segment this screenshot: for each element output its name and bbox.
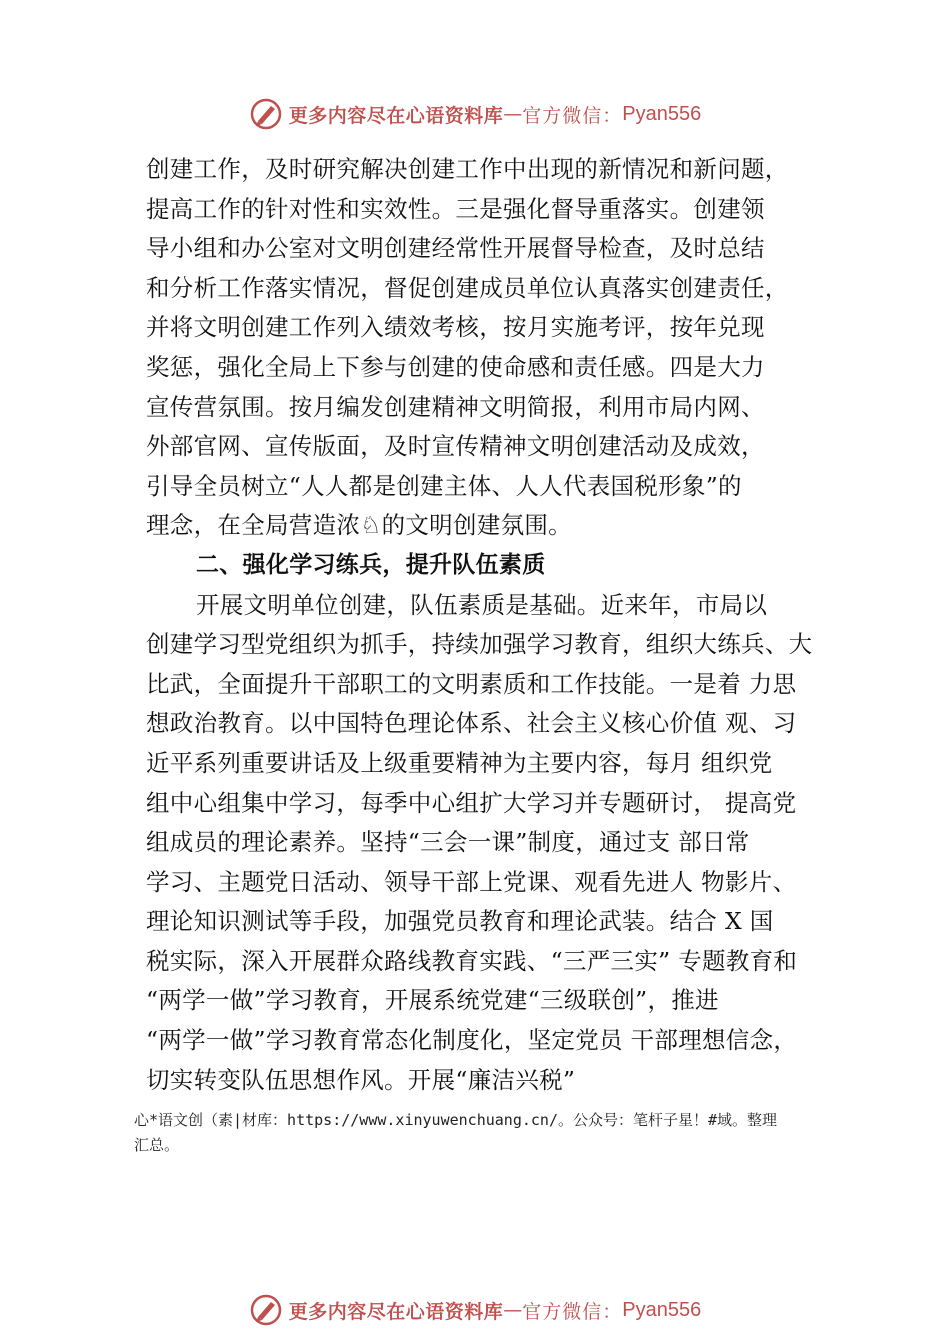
text-line: 引导全员树立“人人都是创建主体、人人代表国税形象”的: [146, 471, 742, 500]
section-heading: 二、强化学习练兵，提升队伍素质: [196, 551, 546, 578]
banner-site-text: 更多内容尽在心语资料库: [288, 1300, 504, 1323]
text-line: 宣传营氛围。按月编发创建精神文明简报，利用市局内网、: [146, 392, 765, 421]
header-watermark-banner: [0, 94, 950, 134]
text-line: 提高工作的针对性和实效性。三是强化督导重落实。创建领: [146, 194, 765, 223]
text-line: “两学一做”学习教育，开展系统党建“三级联创”，推进: [146, 986, 719, 1015]
text-line: 和分析工作落实情况，督促创建成员单位认真落实创建责任，: [146, 273, 789, 302]
document-body: [146, 150, 836, 1100]
text-line: 奖惩，强化全局上下参与创建的使命感和责任感。四是大力: [146, 352, 765, 381]
pen-circle-logo-icon: [249, 97, 283, 131]
text-line: 开展文明单位创建，队伍素质是基础。近来年，市局以: [196, 590, 768, 619]
text-line: 想政治教育。以中国特色理论体系、社会主义核心价值 观、习: [146, 709, 797, 738]
text-line: 理念，在全局营造浓♘的文明创建氛围。: [146, 511, 572, 540]
text-line: 税实际，深入开展群众路线教育实践、“三严三实” 专题教育和: [146, 946, 798, 975]
footnote-line-1: 心*语文创（素|材库：https://www.xinyuwenchuang.cn/。公众号：笔杆子星！#域。整理: [134, 1111, 778, 1129]
text-line: 比武，全面提升干部职工的文明素质和工作技能。一是着 力思: [146, 669, 797, 698]
text-line: 创建工作，及时研究解决创建工作中出现的新情况和新问题，: [146, 155, 789, 183]
banner-wechat-label: 官方微信：: [522, 104, 623, 127]
text-line: 导小组和办公室对文明创建经常性开展督导检查，及时总结: [146, 234, 765, 263]
text-line: 理论知识测试等手段，加强党员教育和理论武装。结合 X 国: [146, 907, 774, 936]
text-line: “两学一做”学习教育常态化制度化，坚定党员 干部理想信念，: [146, 1026, 798, 1055]
footnote-line-2: 汇总。: [134, 1136, 180, 1154]
banner-separator: —: [503, 103, 523, 125]
banner-site-text: 更多内容尽在心语资料库: [288, 104, 504, 127]
text-line: 切实转变队伍思想作风。开展“廉洁兴税”: [146, 1065, 576, 1094]
text-line: 并将文明创建工作列入绩效考核，按月实施考评，按年兑现: [146, 313, 765, 342]
pen-circle-logo-icon: [249, 1293, 283, 1327]
source-footnote: [134, 1108, 834, 1158]
banner-wechat-id: Pyan556: [622, 1298, 702, 1321]
text-line: 学习、主题党日活动、领导干部上党课、观看先进人 物影片、: [146, 867, 797, 896]
text-line: 组成员的理论素养。坚持“三会一课”制度，通过支 部日常: [146, 828, 750, 857]
banner-separator: —: [503, 1299, 523, 1321]
banner-wechat-id: Pyan556: [622, 102, 702, 125]
banner-wechat-label: 官方微信：: [522, 1300, 623, 1323]
text-line: 创建学习型党组织为抓手，持续加强学习教育，组织大练兵、大: [146, 630, 813, 659]
footer-watermark-banner: [0, 1290, 950, 1330]
text-line: 外部官网、宣传版面，及时宣传精神文明创建活动及成效，: [146, 432, 765, 461]
text-line: 组中心组集中学习，每季中心组扩大学习并专题研讨， 提高党: [146, 788, 797, 817]
text-line: 近平系列重要讲话及上级重要精神为主要内容，每月 组织党: [146, 748, 773, 777]
